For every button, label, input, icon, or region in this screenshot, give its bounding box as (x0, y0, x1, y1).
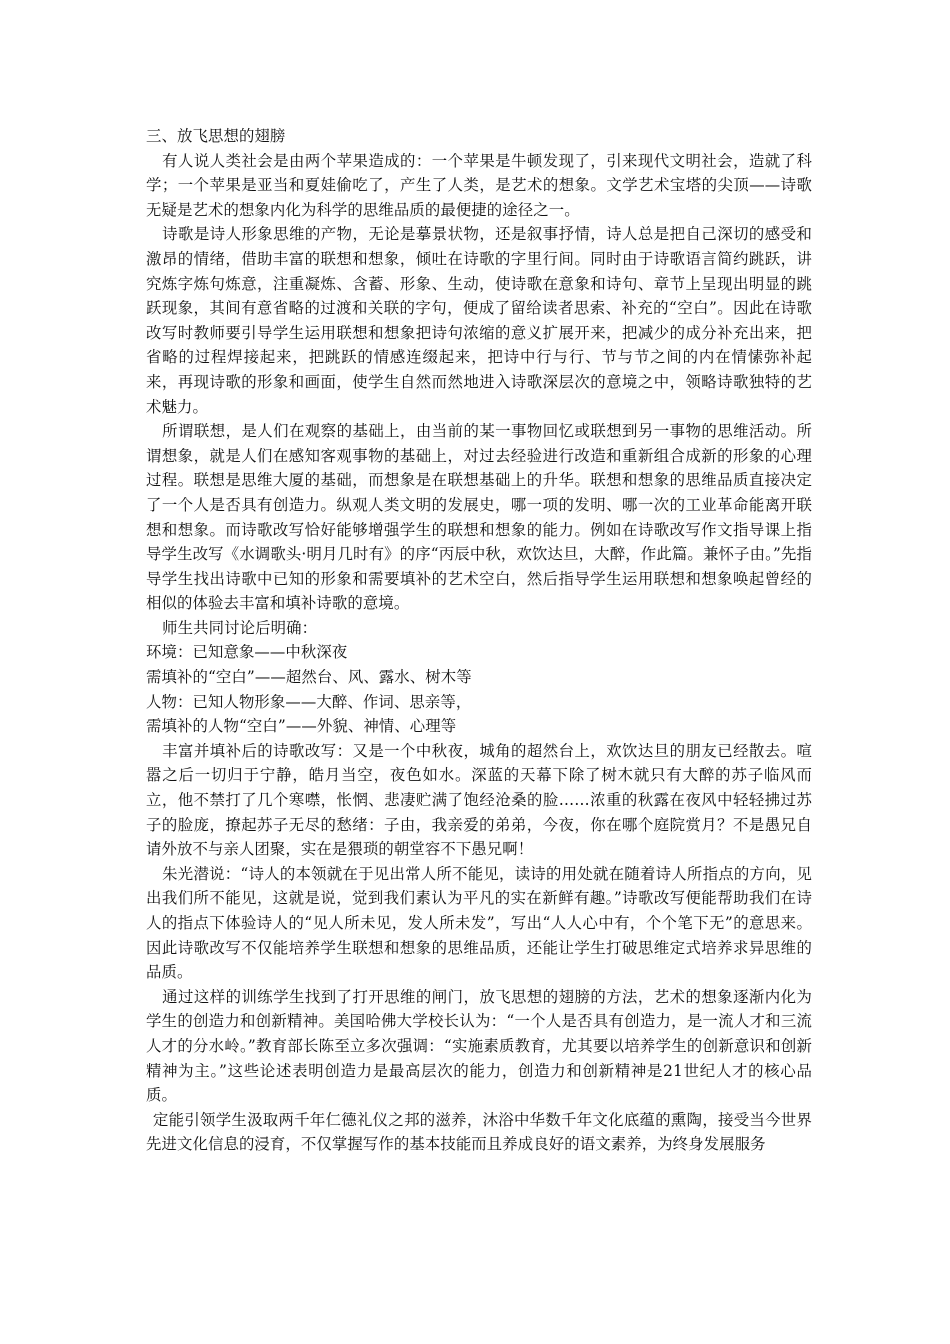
paragraph-creativity: 通过这样的训练学生找到了打开思维的闸门，放飞思想的翅膀的方法，艺术的想象逐渐内化为学生的创造力和创新精神。美国哈佛大学校长认为：“一个人是否具有创造力，是一流人才和三流人才的分水岭。”教育部长陈至立多次强调：“实施素质教育，尤其要以培养学生的创新意识和创新精神为主。”这些论述表明创造力是最高层次的能力，创造力和创新精神是21世纪人才的核心品质。 (146, 987, 812, 1105)
section-heading: 三、放飞思想的翅膀 (146, 127, 286, 145)
list-item-environment: 环境：已知意象——中秋深夜 (146, 643, 348, 662)
paragraph-zhu-guangqian: 朱光潜说：“诗人的本领就在于见出常人所不能见，读诗的用处就在随着诗人所指点的方向，见出我们所不能见，这就是说，觉到我们素认为平凡的实在新鲜有趣。”诗歌改写便能帮助我们在诗人的指点下体验诗人的“见人所未见，发人所未发”，写出“人人心中有，个个笔下无”的意思来。因此诗歌改写不仅能培养学生联想和想象的思维品质，还能让学生打破思维定式培养求异思维的品质。 (146, 864, 812, 982)
paragraph-discussion-intro: 师生共同讨论后明确： (162, 618, 318, 637)
paragraph-poetry-thinking: 诗歌是诗人形象思维的产物，无论是摹景状物，还是叙事抒情，诗人总是把自己深切的感受和激昂的情绪，借助丰富的联想和想象，倾吐在诗歌的字里行间。同时由于诗歌语言简约跳跃，讲究炼字炼句炼意，注重凝炼、含蓄、形象、生动，使诗歌在意象和诗句、章节上呈现出明显的跳跃现象，其间有意省略的过渡和关联的字句，便成了留给读者思索、补充的“空白”。因此在诗歌改写时教师要引导学生运用联想和想象把诗句浓缩的意义扩展开来，把减少的成分补充出来，把省略的过程焊接起来，把跳跃的情感连缀起来，把诗中行与行、节与节之间的内在情愫弥补起来，再现诗歌的形象和画面，使学生自然而然地进入诗歌深层次的意境之中，领略诗歌独特的艺术魅力。 (146, 225, 812, 416)
list-item-environment-blank: 需填补的“空白”——超然台、风、露水、树木等 (146, 668, 472, 687)
paragraph-conclusion: 定能引领学生汲取两千年仁德礼仪之邦的滋养，沐浴中华数千年文化底蕴的熏陶，接受当今世界先进文化信息的浸育，不仅掌握写作的基本技能而且养成良好的语文素养，为终身发展服务 (146, 1110, 812, 1154)
list-item-character: 人物：已知人物形象——大醉、作词、思亲等， (146, 692, 472, 711)
document-page (146, 124, 812, 1157)
paragraph-rewrite-example: 丰富并填补后的诗歌改写：又是一个中秋夜，城角的超然台上，欢饮达旦的朋友已经散去。喧嚣之后一切归于宁静，皓月当空，夜色如水。深蓝的天幕下除了树木就只有大醉的苏子临风而立，他不禁打了几个寒噤，怅惘、悲凄贮满了饱经沧桑的脸……浓重的秋露在夜风中轻轻拂过苏子的脸庞，撩起苏子无尽的愁绪：子由，我亲爱的弟弟，今夜，你在哪个庭院赏月？不是愚兄自请外放不与亲人团聚，实在是猥琐的朝堂容不下愚兄啊！ (146, 741, 812, 859)
paragraph-association-imagination: 所谓联想，是人们在观察的基础上，由当前的某一事物回忆或联想到另一事物的思维活动。所谓想象，就是人们在感知客观事物的基础上，对过去经验进行改造和重新组合成新的形象的心理过程。联想是思维大厦的基础，而想象是在联想基础上的升华。联想和想象的思维品质直接决定了一个人是否具有创造力。纵观人类文明的发展史，哪一项的发明、哪一次的工业革命能离开联想和想象。而诗歌改写恰好能够增强学生的联想和想象的能力。例如在诗歌改写作文指导课上指导学生改写《水调歌头·明月几时有》的序“丙辰中秋，欢饮达旦，大醉，作此篇。兼怀子由。”先指导学生找出诗歌中已知的形象和需要填补的艺术空白，然后指导学生运用联想和想象唤起曾经的相似的体验去丰富和填补诗歌的意境。 (146, 422, 812, 613)
list-item-character-blank: 需填补的人物“空白”——外貌、神情、心理等 (146, 717, 457, 736)
paragraph-apples: 有人说人类社会是由两个苹果造成的：一个苹果是牛顿发现了，引来现代文明社会，造就了科学；一个苹果是亚当和夏娃偷吃了，产生了人类，是艺术的想象。文学艺术宝塔的尖顶——诗歌无疑是艺术的想象内化为科学的思维品质的最便捷的途径之一。 (146, 151, 812, 219)
